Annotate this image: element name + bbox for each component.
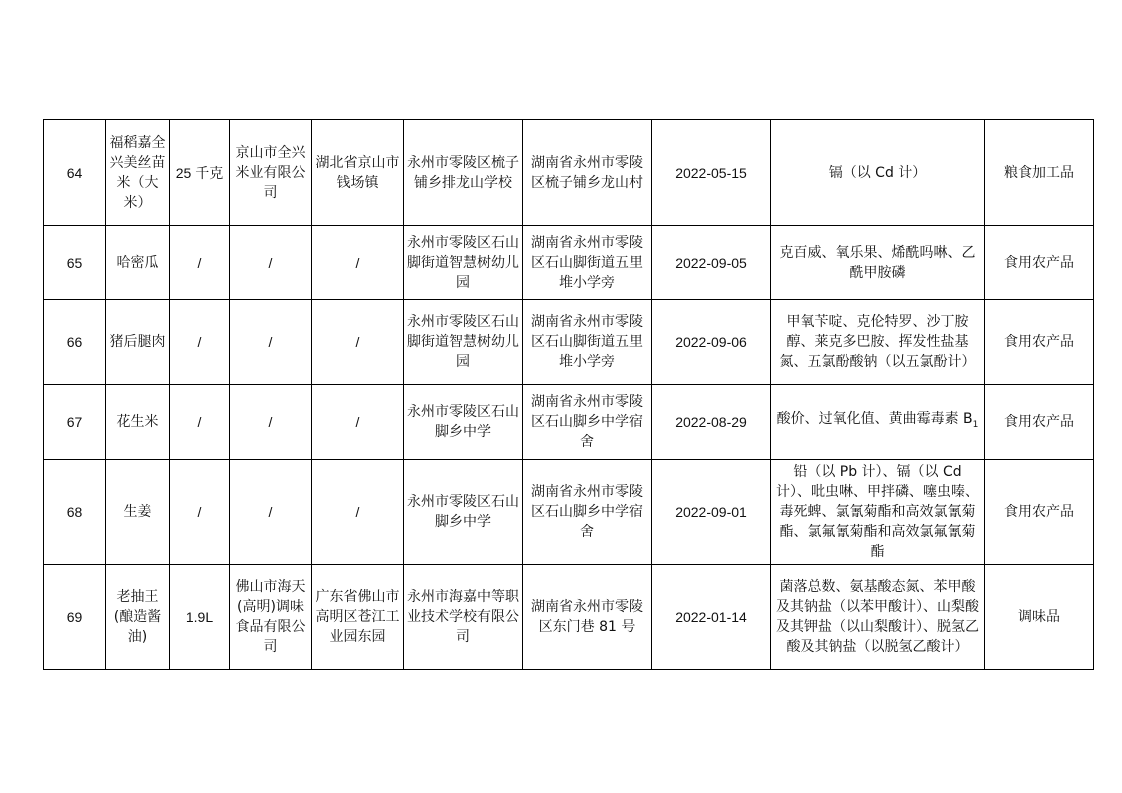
sampled-address: 湖南省永州市零陵区石山脚乡中学宿舍 [523, 385, 652, 460]
food-category: 调味品 [985, 565, 1094, 670]
production-date: 2022-09-05 [652, 226, 771, 300]
producer-name: 京山市全兴米业有限公司 [230, 120, 312, 226]
product-spec: / [170, 460, 230, 565]
sampled-address: 湖南省永州市零陵区东门巷 81 号 [523, 565, 652, 670]
food-category: 粮食加工品 [985, 120, 1094, 226]
inspection-items: 铅（以 Pb 计）、镉（以 Cd 计）、吡虫啉、甲拌磷、噻虫嗪、毒死蜱、氯氰菊酯和高效氯氰菊酯、氯氟氰菊酯和高效氯氟氰菊酯 [771, 460, 985, 565]
production-date: 2022-01-14 [652, 565, 771, 670]
sampled-unit: 永州市海嘉中等职业技术学校有限公司 [404, 565, 523, 670]
producer-name: 佛山市海天(高明)调味食品有限公司 [230, 565, 312, 670]
row-number: 64 [44, 120, 106, 226]
producer-address: / [312, 226, 404, 300]
food-category: 食用农产品 [985, 385, 1094, 460]
inspection-items-text: 酸价、过氧化值、黄曲霉毒素 B [776, 411, 973, 428]
product-spec: 25 千克 [170, 120, 230, 226]
producer-name: / [230, 460, 312, 565]
product-name: 生姜 [106, 460, 170, 565]
producer-address: / [312, 300, 404, 385]
food-category: 食用农产品 [985, 460, 1094, 565]
producer-address: 广东省佛山市高明区苍江工业园东园 [312, 565, 404, 670]
product-name: 猪后腿肉 [106, 300, 170, 385]
sampled-unit: 永州市零陵区石山脚乡中学 [404, 460, 523, 565]
sampled-unit: 永州市零陵区梳子铺乡排龙山学校 [404, 120, 523, 226]
inspection-items: 菌落总数、氨基酸态氮、苯甲酸及其钠盐（以苯甲酸计）、山梨酸及其钾盐（以山梨酸计）、脱氢乙酸及其钠盐（以脱氢乙酸计） [771, 565, 985, 670]
sampled-address: 湖南省永州市零陵区石山脚街道五里堆小学旁 [523, 300, 652, 385]
row-number: 67 [44, 385, 106, 460]
sampled-unit: 永州市零陵区石山脚街道智慧树幼儿园 [404, 226, 523, 300]
inspection-items [771, 385, 985, 460]
product-name: 花生米 [106, 385, 170, 460]
table-row [44, 120, 1094, 226]
product-spec: / [170, 226, 230, 300]
producer-name: / [230, 385, 312, 460]
table-row [44, 226, 1094, 300]
production-date: 2022-09-01 [652, 460, 771, 565]
producer-address: 湖北省京山市钱场镇 [312, 120, 404, 226]
food-category: 食用农产品 [985, 226, 1094, 300]
food-category: 食用农产品 [985, 300, 1094, 385]
table-row [44, 565, 1094, 670]
product-name: 老抽王(酿造酱油) [106, 565, 170, 670]
producer-name: / [230, 226, 312, 300]
producer-name: / [230, 300, 312, 385]
producer-address: / [312, 460, 404, 565]
sampled-unit: 永州市零陵区石山脚街道智慧树幼儿园 [404, 300, 523, 385]
product-spec: 1.9L [170, 565, 230, 670]
product-name: 哈密瓜 [106, 226, 170, 300]
table-row [44, 300, 1094, 385]
row-number: 69 [44, 565, 106, 670]
production-date: 2022-09-06 [652, 300, 771, 385]
subscript: 1 [972, 419, 979, 430]
inspection-items: 克百威、氧乐果、烯酰吗啉、乙酰甲胺磷 [771, 226, 985, 300]
row-number: 68 [44, 460, 106, 565]
sampled-address: 湖南省永州市零陵区石山脚乡中学宿舍 [523, 460, 652, 565]
table-row [44, 460, 1094, 565]
producer-address: / [312, 385, 404, 460]
row-number: 66 [44, 300, 106, 385]
table-row [44, 385, 1094, 460]
sampled-address: 湖南省永州市零陵区梳子铺乡龙山村 [523, 120, 652, 226]
inspection-items: 甲氧苄啶、克伦特罗、沙丁胺醇、莱克多巴胺、挥发性盐基氮、五氯酚酸钠（以五氯酚计） [771, 300, 985, 385]
product-spec: / [170, 385, 230, 460]
inspection-items: 镉（以 Cd 计） [771, 120, 985, 226]
production-date: 2022-05-15 [652, 120, 771, 226]
product-name: 福稻嘉全兴美丝苗米（大米） [106, 120, 170, 226]
sampled-unit: 永州市零陵区石山脚乡中学 [404, 385, 523, 460]
row-number: 65 [44, 226, 106, 300]
sampled-address: 湖南省永州市零陵区石山脚街道五里堆小学旁 [523, 226, 652, 300]
production-date: 2022-08-29 [652, 385, 771, 460]
product-spec: / [170, 300, 230, 385]
inspection-table [43, 119, 1094, 670]
